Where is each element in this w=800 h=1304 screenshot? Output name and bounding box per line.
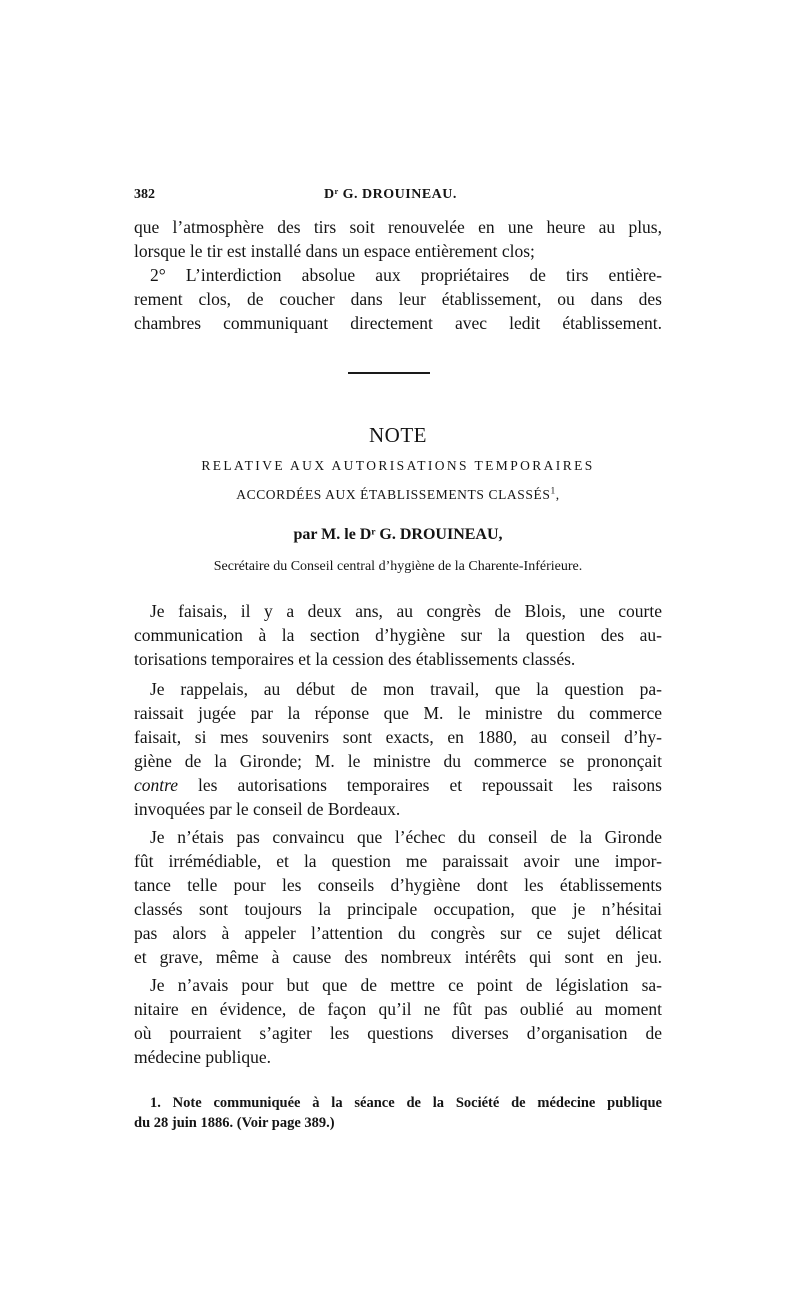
section-subtitle-continued [134, 487, 662, 503]
text-fragment: les autorisations temporaires et repoussait les raisons [178, 775, 662, 795]
footnote-mark: 1 [550, 486, 556, 497]
subtitle-text: ACCORDÉES AUX ÉTABLISSEMENTS CLASSÉS [236, 487, 551, 502]
text-line: fût irrémédiable, et la question me paraissait avoir une impor- [134, 851, 662, 871]
text-line: Je n’étais pas convaincu que l’échec du conseil de la Gironde [150, 827, 662, 847]
text-line: classés sont toujours la principale occupation, que je n’hésitai [134, 899, 662, 919]
text-line: faisait, si mes souvenirs sont exacts, en 1880, au conseil d’hy- [134, 727, 662, 747]
text-line: et grave, même à cause des nombreux intérêts qui sont en jeu. [134, 947, 662, 967]
footnote-line: du 28 juin 1886. (Voir page 389.) [134, 1115, 335, 1131]
text-line: giène de la Gironde; M. le ministre du commerce se prononçait [134, 751, 662, 771]
text-line: où pourraient s’agiter les questions diverses d’organisation de [134, 1023, 662, 1043]
text-line: rement clos, de coucher dans leur établissement, ou dans des [134, 289, 662, 309]
text-line: 2° L’interdiction absolue aux propriétaires de tirs entière- [150, 265, 662, 285]
text-line: Je faisais, il y a deux ans, au congrès de Blois, une courte [150, 601, 662, 621]
text-line: pas alors à appeler l’attention du congrès sur ce sujet délicat [134, 923, 662, 943]
section-divider [348, 372, 430, 374]
emphasis-contre: contre [134, 775, 179, 795]
text-line: tance telle pour les conseils d’hygiène dont les établissements [134, 875, 662, 895]
author-affiliation: Secrétaire du Conseil central d’hygiène de la Charente-Inférieure. [213, 559, 583, 574]
text-line: communication à la section d’hygiène sur la question des au- [134, 625, 662, 645]
text-line [134, 774, 662, 796]
section-subtitle: RELATIVE AUX AUTORISATIONS TEMPORAIRES [201, 458, 595, 473]
text-line: chambres communiquant directement avec ledit établissement. [134, 313, 662, 333]
text-line: invoquées par le conseil de Bordeaux. [134, 799, 401, 819]
text-line: Je rappelais, au début de mon travail, que la question pa- [150, 679, 662, 699]
text-line: raissait jugée par la réponse que M. le ministre du commerce [134, 703, 662, 723]
running-head: Dʳ G. DROUINEAU. [324, 187, 457, 202]
text-line: que l’atmosphère des tirs soit renouvelée en une heure au plus, [134, 217, 662, 237]
text-line: lorsque le tir est installé dans un espace entièrement clos; [134, 241, 535, 261]
section-title: NOTE [369, 423, 427, 447]
text-line: torisations temporaires et la cession des établissements classés. [134, 649, 576, 669]
footnote-line: 1. Note communiquée à la séance de la Société de médecine publique [150, 1095, 662, 1111]
author-line: par M. le Dʳ G. DROUINEAU, [293, 526, 503, 543]
text-line: nitaire en évidence, de façon qu’il ne fût pas oublié au moment [134, 999, 662, 1019]
page-number: 382 [134, 187, 155, 202]
text-line: Je n’avais pour but que de mettre ce point de législation sa- [150, 975, 662, 995]
subtitle-comma: , [555, 487, 560, 502]
text-line: médecine publique. [134, 1047, 272, 1067]
